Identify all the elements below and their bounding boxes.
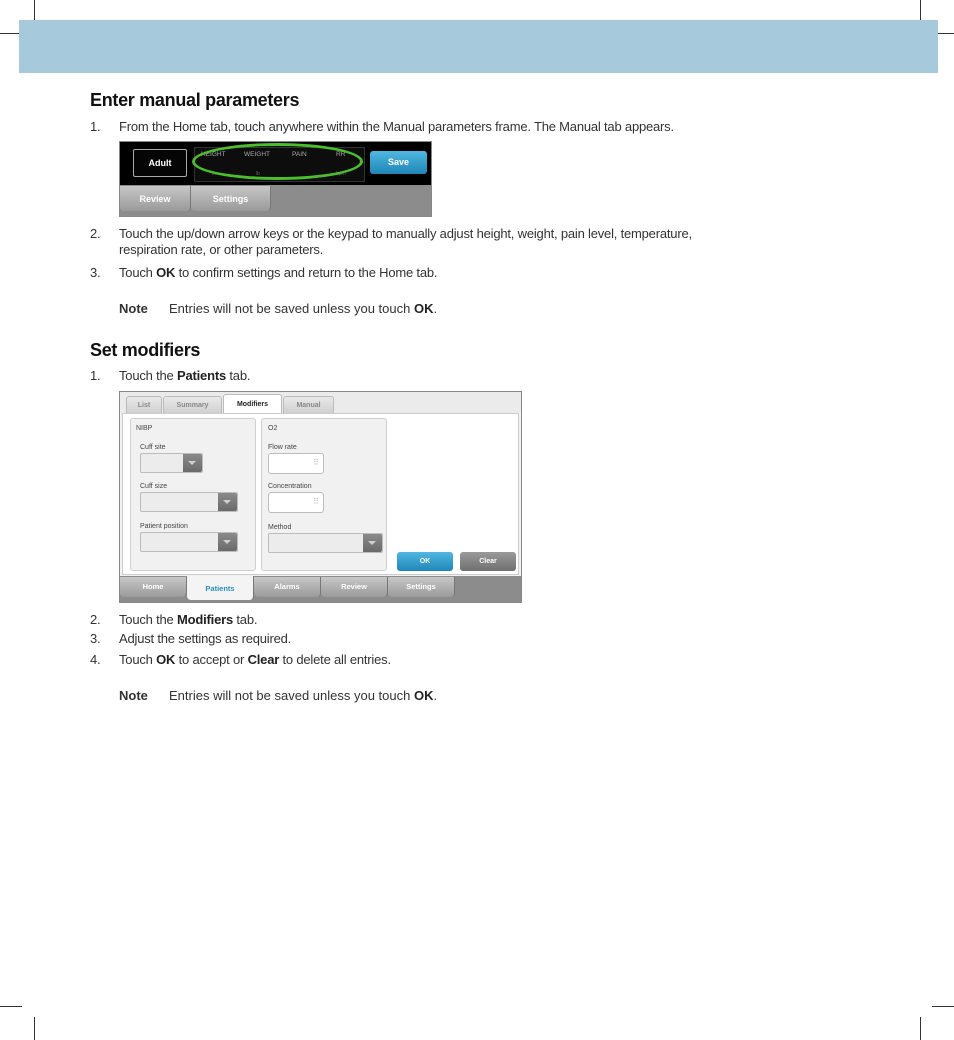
tab-list[interactable]: List (126, 396, 162, 413)
field-label: Concentration (268, 483, 312, 490)
manual-tab-screenshot (119, 141, 432, 217)
step-text: Touch OK to accept or Clear to delete all entries. (119, 652, 391, 667)
step-number: 1. (90, 368, 101, 383)
step-number: 4. (90, 652, 101, 667)
patient-type-button[interactable]: Adult (133, 149, 187, 177)
tab-home[interactable]: Home (120, 577, 187, 597)
section-heading-modifiers: Set modifiers (90, 340, 201, 360)
step-text: Touch the up/down arrow keys or the keypad to manually adjust height, weight, pain level, temperature, respiration rate, or other parameters. (119, 226, 692, 257)
step-number: 2. (90, 612, 101, 627)
chevron-down-icon (218, 533, 237, 551)
field-label: Cuff site (140, 444, 166, 451)
chevron-down-icon (363, 534, 382, 552)
keypad-icon: ⠿ (313, 458, 319, 467)
param-unit: bpm (336, 171, 346, 177)
note: Note Entries will not be saved unless you touch OK. (119, 301, 438, 316)
chevron-down-icon (183, 454, 202, 472)
header-bar (19, 20, 938, 73)
bottom-tab-bar (120, 185, 432, 217)
crop-mark (920, 1017, 921, 1040)
highlight-ring (192, 143, 363, 180)
tab-manual[interactable]: Manual (283, 396, 334, 413)
cuff-size-select[interactable] (140, 492, 238, 512)
method-select[interactable] (268, 533, 383, 553)
o2-frame (261, 418, 387, 571)
step-text: Adjust the settings as required. (119, 631, 292, 646)
tab-settings[interactable]: Settings (388, 577, 455, 597)
tab-patients[interactable]: Patients (187, 576, 254, 600)
step-text: From the Home tab, touch anywhere within the Manual parameters frame. The Manual tab appears. (119, 119, 674, 134)
step-text: Touch the Modifiers tab. (119, 612, 258, 627)
tab-settings[interactable]: Settings (191, 186, 271, 211)
step-text: Touch the Patients tab. (119, 368, 251, 383)
crop-mark (0, 1006, 22, 1007)
param-unit: in (212, 171, 216, 177)
tab-modifiers[interactable]: Modifiers (223, 394, 282, 413)
bottom-tab-bar (120, 576, 522, 603)
frame-title: NIBP (136, 425, 153, 432)
param-label: PAIN (292, 151, 307, 158)
step-number: 2. (90, 226, 101, 241)
modifiers-tab-screenshot (119, 391, 522, 603)
keypad-icon: ⠿ (313, 497, 319, 506)
field-label: Method (268, 524, 292, 531)
param-label: RR (336, 151, 346, 158)
field-label: Flow rate (268, 444, 297, 451)
field-label: Cuff size (140, 483, 168, 490)
clear-button[interactable]: Clear (460, 552, 516, 571)
crop-mark (920, 0, 921, 22)
param-label: HEIGHT (201, 151, 226, 158)
frame-title: O2 (268, 425, 278, 432)
concentration-input[interactable] (268, 492, 324, 513)
modifiers-panel (122, 413, 519, 575)
cuff-site-select[interactable] (140, 453, 203, 473)
crop-mark (932, 1006, 954, 1007)
step-number: 1. (90, 119, 101, 134)
chevron-down-icon (218, 493, 237, 511)
patient-position-select[interactable] (140, 532, 238, 552)
note: Note Entries will not be saved unless you touch OK. (119, 688, 438, 703)
note-label: Note (119, 301, 148, 316)
save-button[interactable]: Save (370, 151, 427, 174)
step-text: Touch OK to confirm settings and return to the Home tab. (119, 265, 438, 280)
ok-button[interactable]: OK (397, 552, 453, 571)
step-number: 3. (90, 631, 101, 646)
tab-summary[interactable]: Summary (163, 396, 222, 413)
param-unit: lb (256, 171, 260, 177)
note-label: Note (119, 688, 148, 703)
param-label: WEIGHT (244, 151, 270, 158)
top-tab-bar (120, 392, 522, 413)
tab-review[interactable]: Review (120, 186, 191, 211)
tab-review[interactable]: Review (321, 577, 388, 597)
field-label: Patient position (140, 523, 188, 530)
crop-mark (34, 1017, 35, 1040)
flow-rate-input[interactable] (268, 453, 324, 474)
step-number: 3. (90, 265, 101, 280)
nibp-frame (130, 418, 256, 571)
crop-mark (34, 0, 35, 22)
section-heading-manual: Enter manual parameters (90, 90, 300, 110)
tab-alarms[interactable]: Alarms (254, 577, 321, 597)
